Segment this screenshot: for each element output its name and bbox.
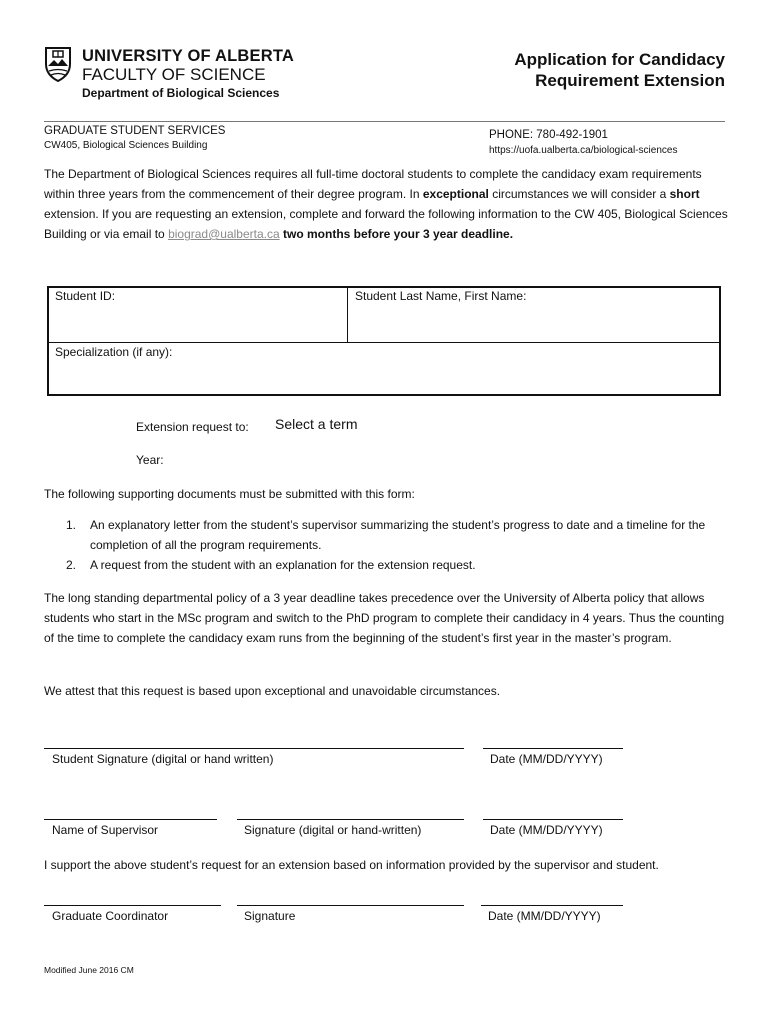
office-name: GRADUATE STUDENT SERVICES — [44, 125, 226, 137]
date-label-3: Date (MM/DD/YYYY) — [488, 909, 601, 923]
department-name: Department of Biological Sciences — [82, 86, 280, 100]
coordinator-name-line[interactable] — [44, 905, 221, 906]
box-horizontal-divider — [47, 342, 721, 343]
documents-intro: The following supporting documents must be submitted with this form: — [44, 487, 415, 501]
year-label: Year: — [136, 453, 164, 467]
office-building: CW405, Biological Sciences Building — [44, 140, 208, 151]
supervisor-signature-line[interactable] — [237, 819, 464, 820]
department-url[interactable]: https://uofa.ualberta.ca/biological-sciences — [489, 145, 678, 156]
supervisor-name-label: Name of Supervisor — [52, 823, 159, 837]
date-line-2[interactable] — [483, 819, 623, 820]
coordinator-signature-line[interactable] — [237, 905, 464, 906]
intro-bold-exceptional: exceptional — [422, 187, 489, 201]
specialization-field[interactable] — [49, 362, 719, 394]
supervisor-signature-label: Signature (digital or hand-written) — [244, 823, 422, 837]
list-item-number: 2. — [66, 558, 77, 572]
list-item — [66, 555, 736, 575]
coordinator-label: Graduate Coordinator — [52, 909, 169, 923]
list-item-text: An explanatory letter from the student’s supervisor summarizing the student’s progress to date and a timeline for the completion of all the program requirements. — [90, 518, 706, 552]
date-line-1[interactable] — [483, 748, 623, 749]
list-item-text: A request from the student with an explanation for the extension request. — [90, 558, 476, 572]
faculty-name: FACULTY OF SCIENCE — [82, 65, 266, 84]
university-crest-icon — [44, 46, 72, 82]
date-label-2: Date (MM/DD/YYYY) — [490, 823, 603, 837]
coordinator-signature-label: Signature — [244, 909, 296, 923]
office-phone: PHONE: 780-492-1901 — [489, 129, 608, 141]
supervisor-name-line[interactable] — [44, 819, 217, 820]
student-id-label: Student ID: — [55, 289, 116, 303]
form-title-line1: Application for Candidacy — [514, 50, 725, 69]
intro-bold-short: short — [669, 187, 700, 201]
list-item-number: 1. — [66, 518, 77, 532]
student-name-label: Student Last Name, First Name: — [355, 289, 527, 303]
student-id-field[interactable] — [49, 306, 345, 341]
documents-list — [66, 515, 736, 575]
student-signature-label: Student Signature (digital or hand written) — [52, 752, 274, 766]
policy-paragraph: The long standing departmental policy of a 3 year deadline takes precedence over the University of Alberta policy that allows students who start in the MSc program and switch to the PhD program to complete their candidacy in 4 years. Thus the counting of the time to complete the candidacy exam runs from the beginning of the student’s first year in the master’s program. — [44, 591, 725, 645]
extension-label: Extension request to: — [136, 420, 249, 434]
list-item — [66, 515, 736, 555]
intro-text-3: extension. If you are requesting an extension, complete and forward the following information to the CW 405, Biological Sciences Building or via email to — [44, 207, 728, 241]
intro-bold-deadline: two months before your 3 year deadline. — [283, 227, 514, 241]
intro-text-2: circumstances we will consider a — [488, 187, 670, 201]
footer-note: Modified June 2016 CM — [44, 965, 134, 975]
term-select[interactable]: Select a term — [275, 416, 358, 432]
date-line-3[interactable] — [481, 905, 623, 906]
intro-text-1: The Department of Biological Sciences requires all full-time doctoral students to complete the candidacy exam requirements within three years from the commencement of their degree program. In — [44, 167, 702, 201]
student-name-field[interactable] — [349, 306, 719, 341]
box-vertical-divider — [347, 286, 348, 343]
year-field[interactable] — [175, 450, 295, 468]
date-label-1: Date (MM/DD/YYYY) — [490, 752, 603, 766]
form-title — [514, 49, 725, 91]
intro-paragraph — [44, 164, 734, 244]
student-signature-line[interactable] — [44, 748, 464, 749]
email-link[interactable]: biograd@ualberta.ca — [168, 227, 280, 241]
specialization-label: Specialization (if any): — [55, 345, 173, 359]
university-name: UNIVERSITY OF ALBERTA — [82, 47, 294, 65]
attestation: We attest that this request is based upon exceptional and unavoidable circumstances. — [44, 684, 501, 698]
support-statement: I support the above student’s request for an extension based on information provided by the supervisor and student. — [44, 858, 659, 872]
header-divider — [44, 121, 725, 122]
form-title-line2: Requirement Extension — [535, 71, 725, 90]
